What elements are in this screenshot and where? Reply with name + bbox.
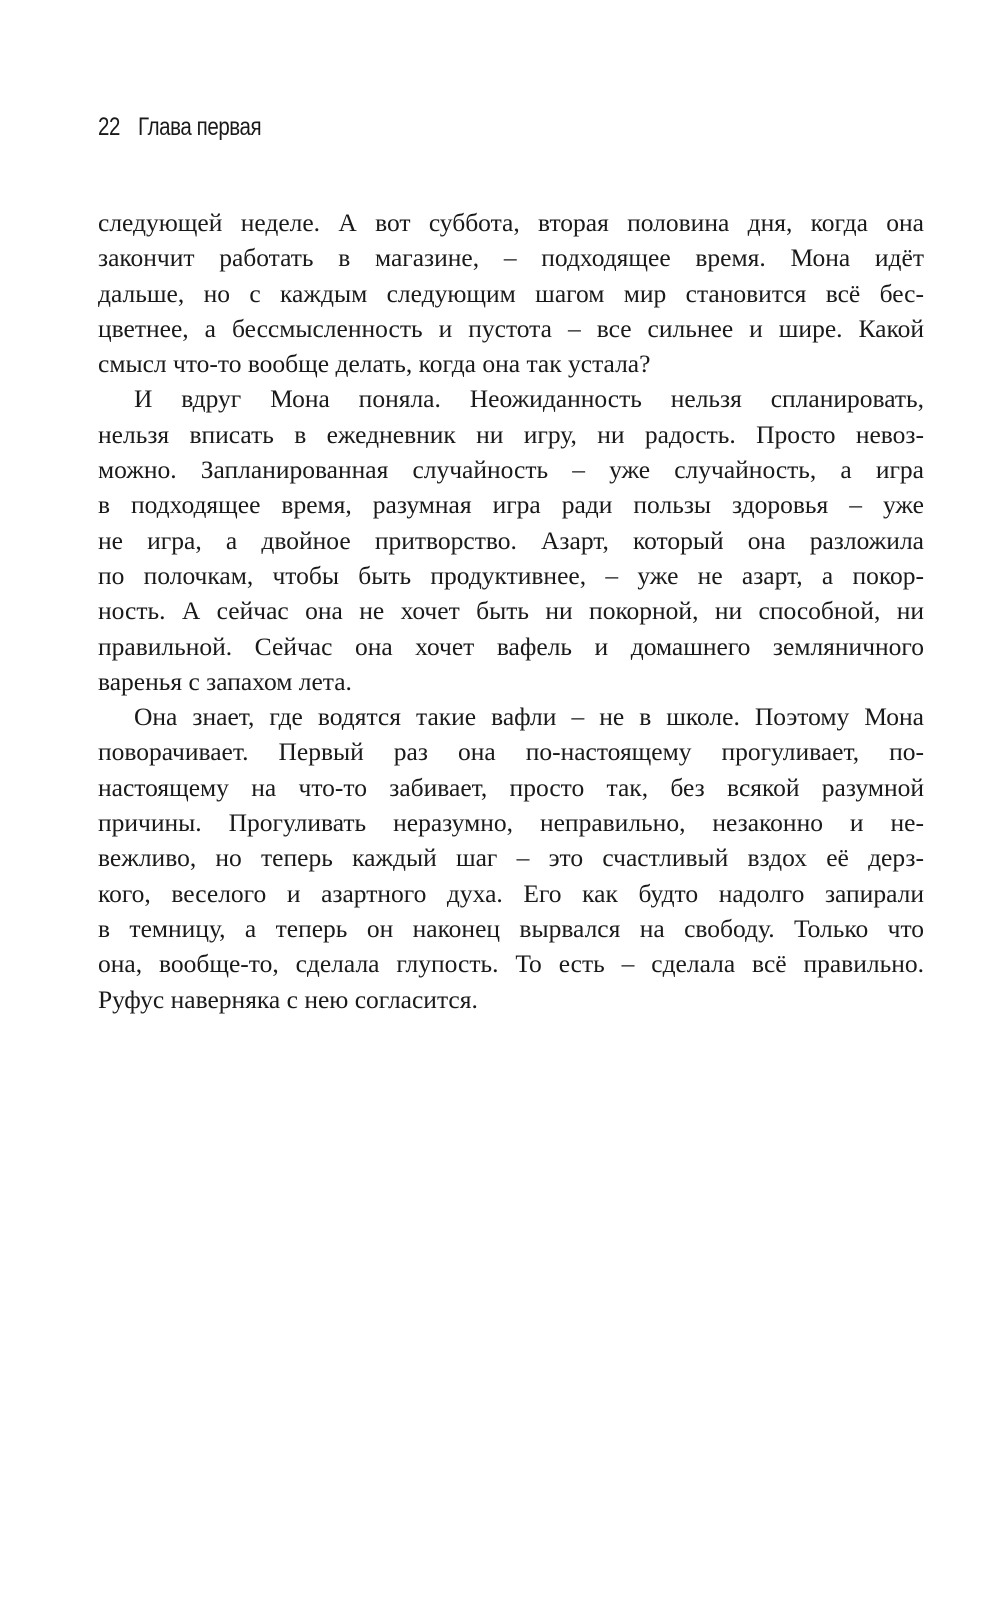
text-line: в темницу, а теперь он наконец вырвался на свободу. Только что [98, 913, 924, 943]
paragraph [98, 205, 924, 381]
paragraph [98, 699, 924, 1017]
body-text [98, 205, 924, 1017]
text-line: ность. А сейчас она не хочет быть ни покорной, ни способной, ни [98, 596, 924, 626]
running-head [98, 113, 261, 142]
paragraph [98, 381, 924, 699]
text-line: по полочкам, чтобы быть продуктивнее, – уже не азарт, а покор- [98, 560, 924, 590]
text-line: Руфус наверняка с нею согласится. [98, 984, 478, 1014]
text-line: следующей неделе. А вот суббота, вторая половина дня, когда она [98, 208, 924, 237]
text-line: можно. Запланированная случайность – уже случайность, а игра [98, 455, 924, 485]
text-line: причины. Прогуливать неразумно, неправильно, незаконно и не- [98, 808, 924, 838]
text-line: смысл что-то вообще делать, когда она так устала? [98, 349, 651, 379]
text-line: настоящему на что-то забивает, просто так, без всякой разумной [98, 772, 924, 802]
text-line: в подходящее время, разумная игра ради пользы здоровья – уже [98, 490, 924, 520]
text-line: кого, веселого и азартного духа. Его как будто надолго запирали [98, 878, 924, 908]
text-line: закончит работать в магазине, – подходящее время. Мона идёт [98, 243, 924, 273]
text-line: она, вообще-то, сделала глупость. То есть – сделала всё правильно. [98, 949, 924, 979]
chapter-title: Глава первая [138, 113, 262, 141]
text-line: И вдруг Мона поняла. Неожиданность нельзя спланировать, [134, 384, 924, 414]
text-line: правильной. Сейчас она хочет вафель и домашнего земляничного [98, 631, 924, 661]
page-number: 22 [98, 113, 120, 141]
text-line: варенья с запахом лета. [98, 666, 352, 696]
text-line: поворачивает. Первый раз она по-настоящему прогуливает, по- [98, 737, 924, 767]
text-line: нельзя вписать в ежедневник ни игру, ни радость. Просто невоз- [98, 419, 924, 449]
text-line: не игра, а двойное притворство. Азарт, который она разложила [98, 525, 924, 555]
text-line: вежливо, но теперь каждый шаг – это счастливый вздох её дерз- [98, 843, 924, 873]
text-line: дальше, но с каждым следующим шагом мир становится всё бес- [98, 278, 924, 308]
text-line: цветнее, а бессмысленность и пустота – все сильнее и шире. Какой [98, 313, 924, 343]
text-line: Она знает, где водятся такие вафли – не в школе. Поэтому Мона [134, 702, 924, 732]
